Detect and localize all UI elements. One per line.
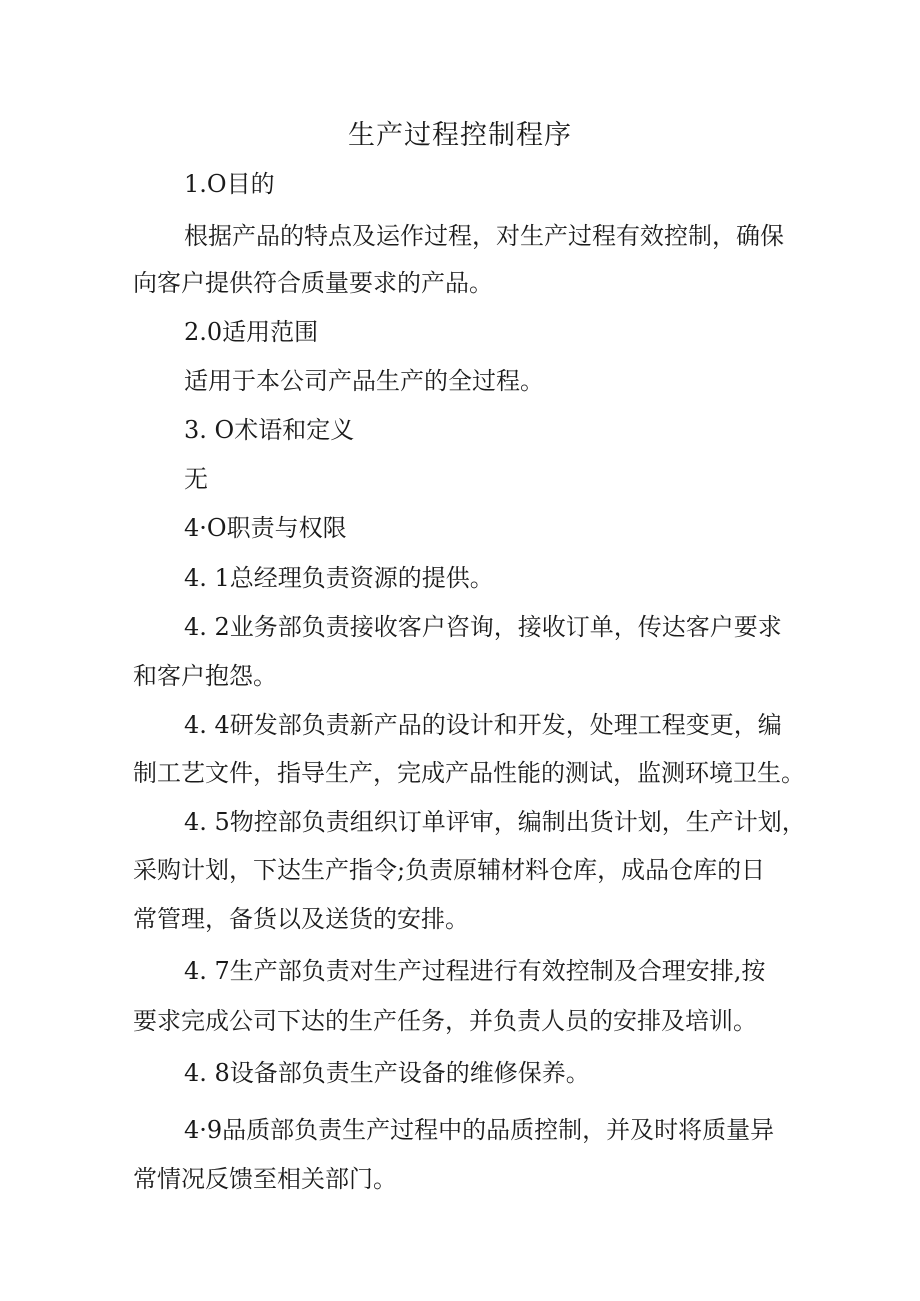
section-heading-terms: 3. O术语和定义 (184, 416, 355, 444)
section-heading-purpose: 1.O目的 (184, 170, 275, 198)
section-heading-scope: 2.0适用范围 (184, 318, 319, 346)
paragraph-line: 和客户抱怨。 (133, 662, 277, 690)
list-item: 4. 2业务部负责接收客户咨询，接收订单，传达客户要求 (184, 613, 782, 641)
paragraph-line: 采购计划，下达生产指令;负责原辅材料仓库，成品仓库的日 (133, 856, 766, 884)
paragraph-line: 制工艺文件，指导生产，完成产品性能的测试，监测环境卫生。 (133, 759, 805, 787)
paragraph-line: 要求完成公司下达的生产任务，并负责人员的安排及培训。 (133, 1007, 757, 1035)
list-item: 4·9品质部负责生产过程中的品质控制，并及时将质量异 (184, 1116, 775, 1144)
paragraph-line: 无 (184, 465, 208, 493)
list-item: 4. 5物控部负责组织订单评审，编制出货计划，生产计划， (184, 808, 806, 836)
paragraph-line: 根据产品的特点及运作过程，对生产过程有效控制，确保 (184, 222, 784, 250)
document-title: 生产过程控制程序 (348, 120, 572, 151)
list-item: 4. 8设备部负责生产设备的维修保养。 (184, 1059, 590, 1087)
list-item: 4. 4研发部负责新产品的设计和开发，处理工程变更，编 (184, 711, 782, 739)
paragraph-line: 常管理，备货以及送货的安排。 (133, 905, 469, 933)
list-item: 4. 7生产部负责对生产过程进行有效控制及合理安排,按 (184, 957, 766, 985)
section-heading-responsibilities: 4·O职责与权限 (184, 514, 347, 542)
paragraph-line: 向客户提供符合质量要求的产品。 (133, 269, 493, 297)
paragraph-line: 适用于本公司产品生产的全过程。 (184, 367, 544, 395)
list-item: 4. 1总经理负责资源的提供。 (184, 564, 494, 592)
paragraph-line: 常情况反馈至相关部门。 (133, 1165, 397, 1193)
